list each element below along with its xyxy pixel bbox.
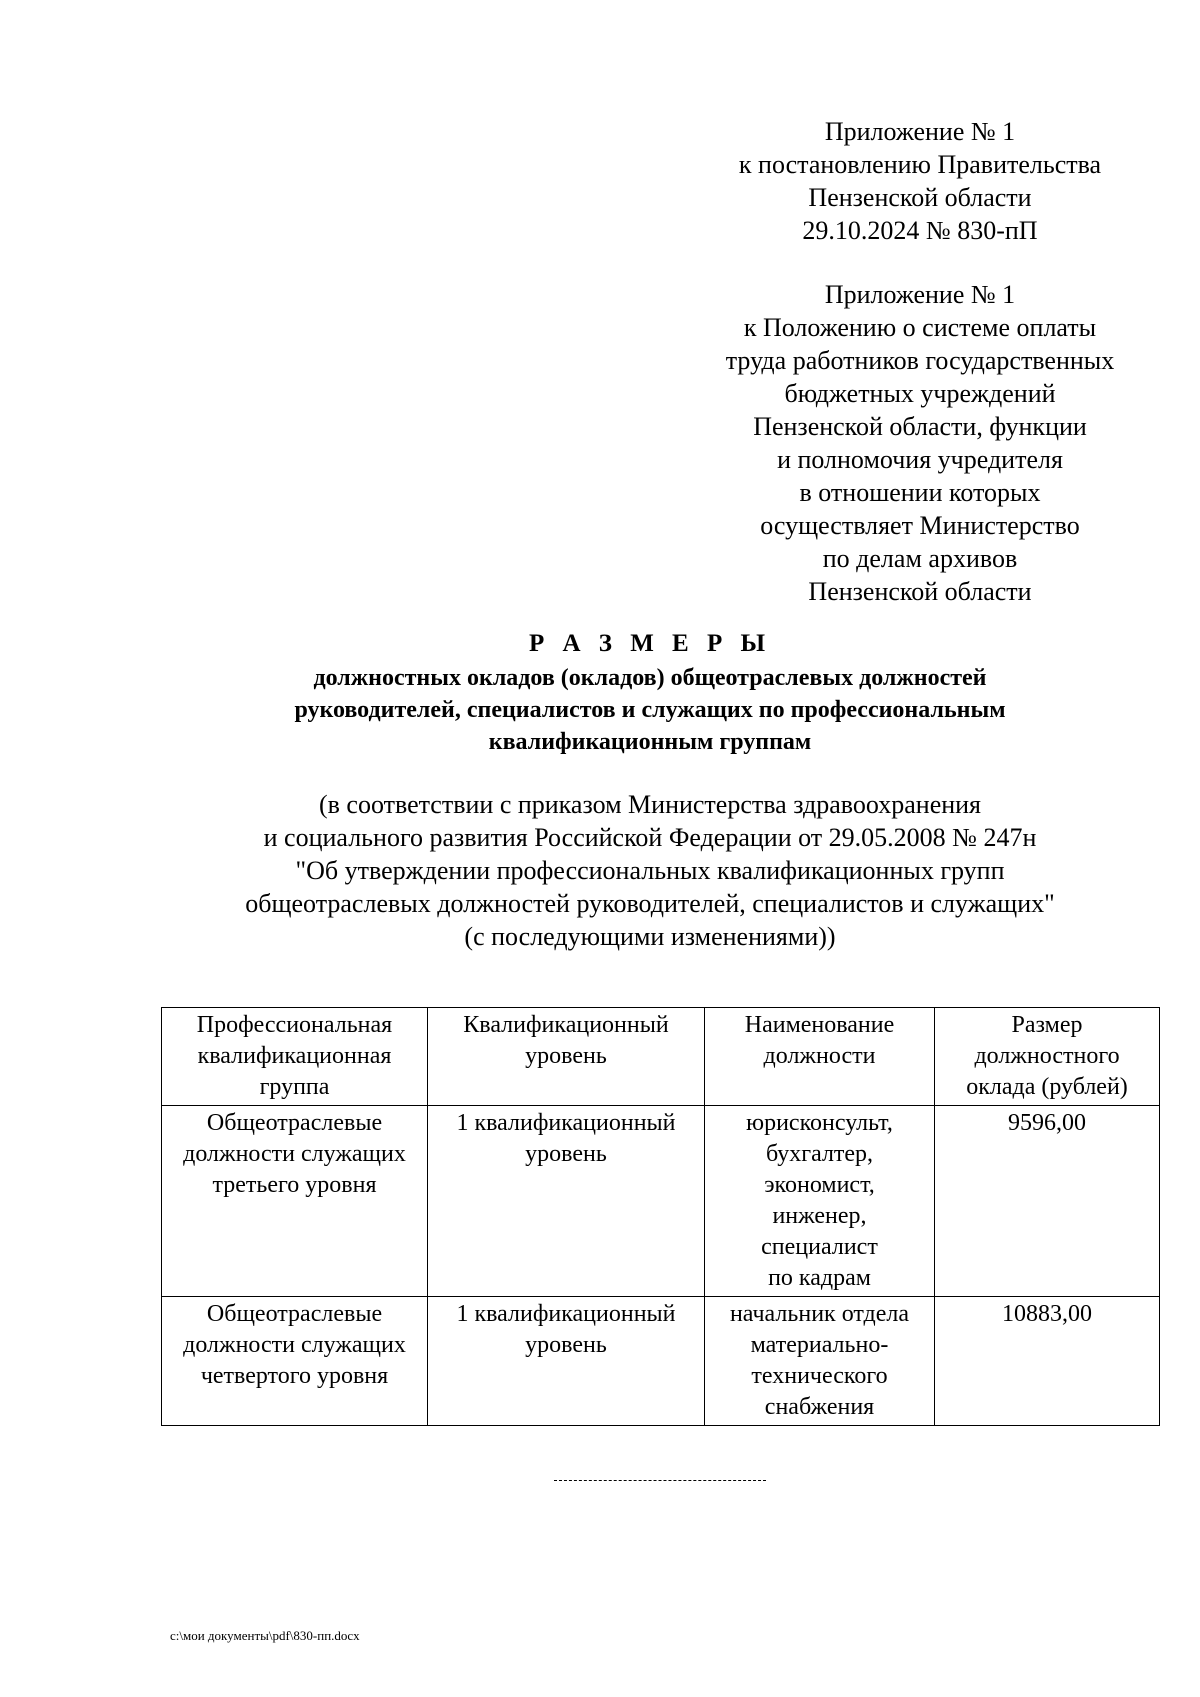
header-line: должностного [974,1043,1120,1069]
header-position-name [705,1008,935,1106]
title-line: руководителей, специалистов и служащих по профессиональным [294,697,1006,723]
appendix-line: Приложение № 1 [824,280,1016,309]
appendix-line: 29.10.2024 № 830-пП [802,216,1038,245]
header-line: группа [259,1074,330,1100]
cell-line: должности служащих [183,1141,406,1167]
appendix-line: к Положению о системе оплаты [743,313,1097,342]
appendix-line: к постановлению Правительства [738,150,1102,179]
cell-salary [935,1297,1160,1426]
basis-line: (в соответствии с приказом Министерства здравоохранения [318,790,982,819]
appendix-to-regulation [690,278,1150,608]
table-row [162,1106,1160,1297]
table-header-row [162,1008,1160,1106]
cell-line: 10883,00 [1002,1301,1092,1327]
salary-table-container [161,1007,1160,1426]
appendix-line: Приложение № 1 [824,117,1016,146]
cell-line: 9596,00 [1008,1110,1086,1136]
cell-positions [705,1297,935,1426]
appendix-line: по делам архивов [822,544,1018,573]
cell-group [162,1106,428,1297]
cell-line: материально- [750,1332,889,1358]
cell-line: бухгалтер, [765,1141,874,1167]
header-salary-amount [935,1008,1160,1106]
cell-line: Общеотраслевые [206,1301,383,1327]
header-line: Наименование [744,1012,895,1038]
legal-basis [150,788,1150,953]
basis-line: общеотраслевых должностей руководителей, специалистов и служащих" [245,889,1055,918]
cell-line: юрисконсульт, [746,1110,893,1136]
title-line: квалификационным группам [488,729,812,755]
cell-line: Общеотраслевые [206,1110,383,1136]
cell-line: третьего уровня [212,1172,377,1198]
cell-positions [705,1106,935,1297]
cell-level [428,1297,705,1426]
table-row [162,1297,1160,1426]
title-heading: Р А З М Е Р Ы [528,630,772,657]
cell-line: экономист, [764,1172,875,1198]
cell-line: начальник отдела [729,1301,910,1327]
header-line: квалификационная [197,1043,392,1069]
cell-line: 1 квалификационный [456,1110,676,1136]
header-line: уровень [525,1043,607,1069]
cell-line: снабжения [764,1394,875,1420]
basis-line: (с последующими изменениями)) [464,922,836,951]
appendix-to-resolution [690,115,1150,247]
appendix-line: Пензенской области [808,183,1032,212]
cell-line: должности служащих [183,1332,406,1358]
cell-salary [935,1106,1160,1297]
appendix-line: Пензенской области [808,577,1032,606]
header-line: Квалификационный [463,1012,669,1038]
appendix-line: бюджетных учреждений [784,379,1056,408]
header-line: Размер [1011,1012,1083,1038]
end-separator [554,1480,766,1481]
appendix-line: Пензенской области, функции [753,412,1087,441]
cell-line: 1 квалификационный [456,1301,676,1327]
cell-group [162,1297,428,1426]
appendix-line: труда работников государственных [725,346,1115,375]
cell-line: уровень [525,1141,607,1167]
document-title [150,628,1150,758]
cell-line: по кадрам [768,1265,871,1291]
header-qualification-level [428,1008,705,1106]
cell-level [428,1106,705,1297]
title-line: должностных окладов (окладов) общеотраслевых должностей [313,665,987,691]
cell-line: специалист [761,1234,878,1260]
appendix-line: в отношении которых [799,478,1041,507]
cell-line: уровень [525,1332,607,1358]
cell-line: технического [751,1363,888,1389]
appendix-line: и полномочия учредителя [777,445,1063,474]
file-path-footer: c:\мои документы\pdf\830-пп.docx [170,1628,360,1643]
header-line: должности [763,1043,876,1069]
cell-line: инженер, [772,1203,867,1229]
header-professional-group [162,1008,428,1106]
basis-line: "Об утверждении профессиональных квалификационных групп [295,856,1005,885]
header-line: оклада (рублей) [966,1074,1128,1100]
salary-table [161,1007,1160,1426]
cell-line: четвертого уровня [200,1363,389,1389]
appendix-line: осуществляет Министерство [760,511,1080,540]
basis-line: и социального развития Российской Федерации от 29.05.2008 № 247н [263,823,1037,852]
header-line: Профессиональная [196,1012,393,1038]
